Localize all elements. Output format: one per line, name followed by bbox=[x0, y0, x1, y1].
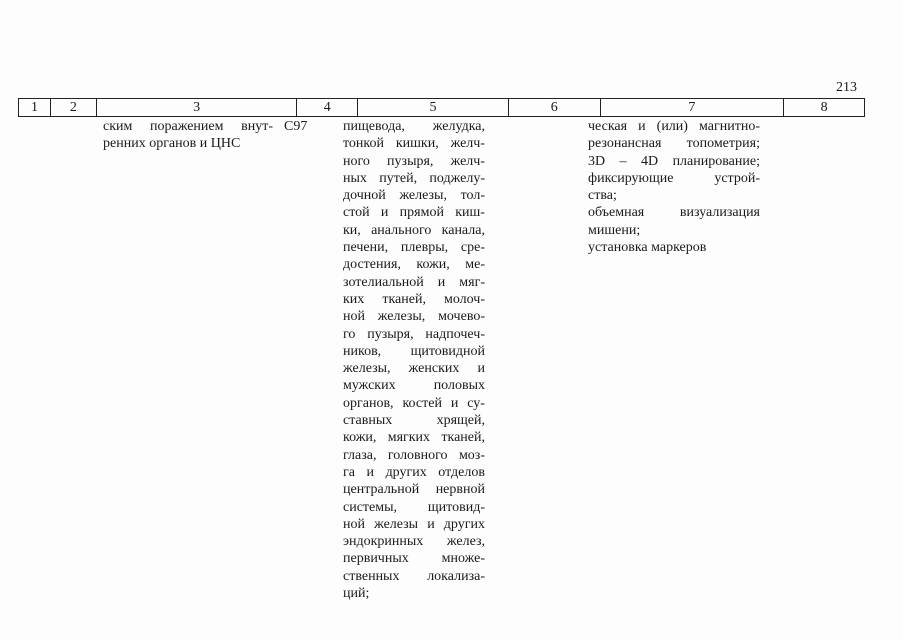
cell-col3-text bbox=[103, 118, 273, 153]
text-line: ским поражением внут- bbox=[103, 119, 273, 134]
column-header-5: 5 bbox=[358, 99, 509, 116]
text-line: ки, анального канала, bbox=[343, 222, 485, 238]
text-line: ческая и (или) магнитно- bbox=[588, 119, 760, 134]
text-line: мужских половых bbox=[343, 378, 485, 394]
text-line: ставных хрящей, bbox=[343, 413, 485, 429]
text-line: ственных локализа- bbox=[343, 568, 485, 584]
text-line: печени, плевры, сре- bbox=[343, 240, 485, 256]
text-line: го пузыря, надпочеч- bbox=[343, 326, 485, 342]
text-line: тонкой кишки, желч- bbox=[343, 136, 485, 152]
text-line: стой и прямой киш- bbox=[343, 205, 485, 221]
text-line: ной железы, мочево- bbox=[343, 309, 485, 325]
text-line: мишени; bbox=[588, 222, 641, 238]
text-line: дочной железы, тол- bbox=[343, 188, 485, 204]
cell-col5-text bbox=[343, 118, 485, 602]
text-line: центральной нервной bbox=[343, 482, 485, 498]
text-line: 3D – 4D планирование; bbox=[588, 153, 760, 169]
text-line: зотелиальной и мяг- bbox=[343, 274, 485, 290]
cell-col7-text bbox=[588, 118, 760, 256]
text-line: железы, женских и bbox=[343, 361, 485, 377]
text-line: резонансная топометрия; bbox=[588, 136, 760, 152]
text-line: системы, щитовид- bbox=[343, 499, 485, 515]
text-line: ной железы и других bbox=[343, 516, 485, 532]
table-header-row bbox=[18, 98, 865, 117]
column-header-4: 4 bbox=[297, 99, 358, 116]
text-line: эндокринных желез, bbox=[343, 534, 485, 550]
text-line: кожи, мягких тканей, bbox=[343, 430, 485, 446]
text-line: объемная визуализация bbox=[588, 205, 760, 221]
text-line: ства; bbox=[588, 188, 617, 204]
text-line: C97 bbox=[284, 119, 308, 134]
text-line: ного пузыря, желч- bbox=[343, 153, 485, 169]
cell-col4-code bbox=[284, 118, 334, 135]
column-header-2: 2 bbox=[51, 99, 97, 116]
text-line: установка маркеров bbox=[588, 240, 707, 256]
column-header-3: 3 bbox=[97, 99, 298, 116]
text-line: первичных множе- bbox=[343, 551, 485, 567]
text-line: ников, щитовидной bbox=[343, 343, 485, 359]
column-header-1: 1 bbox=[19, 99, 51, 116]
text-line: органов, костей и су- bbox=[343, 395, 485, 411]
text-line: ких тканей, молоч- bbox=[343, 291, 485, 307]
column-header-7: 7 bbox=[601, 99, 785, 116]
text-line: фиксирующие устрой- bbox=[588, 170, 760, 186]
text-line: пищевода, желудка, bbox=[343, 119, 485, 134]
text-line: глаза, головного моз- bbox=[343, 447, 485, 463]
page-number: 213 bbox=[836, 80, 857, 95]
text-line: га и других отделов bbox=[343, 464, 485, 480]
text-line: ренних органов и ЦНС bbox=[103, 136, 241, 152]
text-line: ций; bbox=[343, 586, 370, 602]
column-header-6: 6 bbox=[509, 99, 601, 116]
text-line: достения, кожи, ме- bbox=[343, 257, 485, 273]
text-line: ных путей, поджелу- bbox=[343, 170, 485, 186]
column-header-8: 8 bbox=[820, 100, 828, 115]
